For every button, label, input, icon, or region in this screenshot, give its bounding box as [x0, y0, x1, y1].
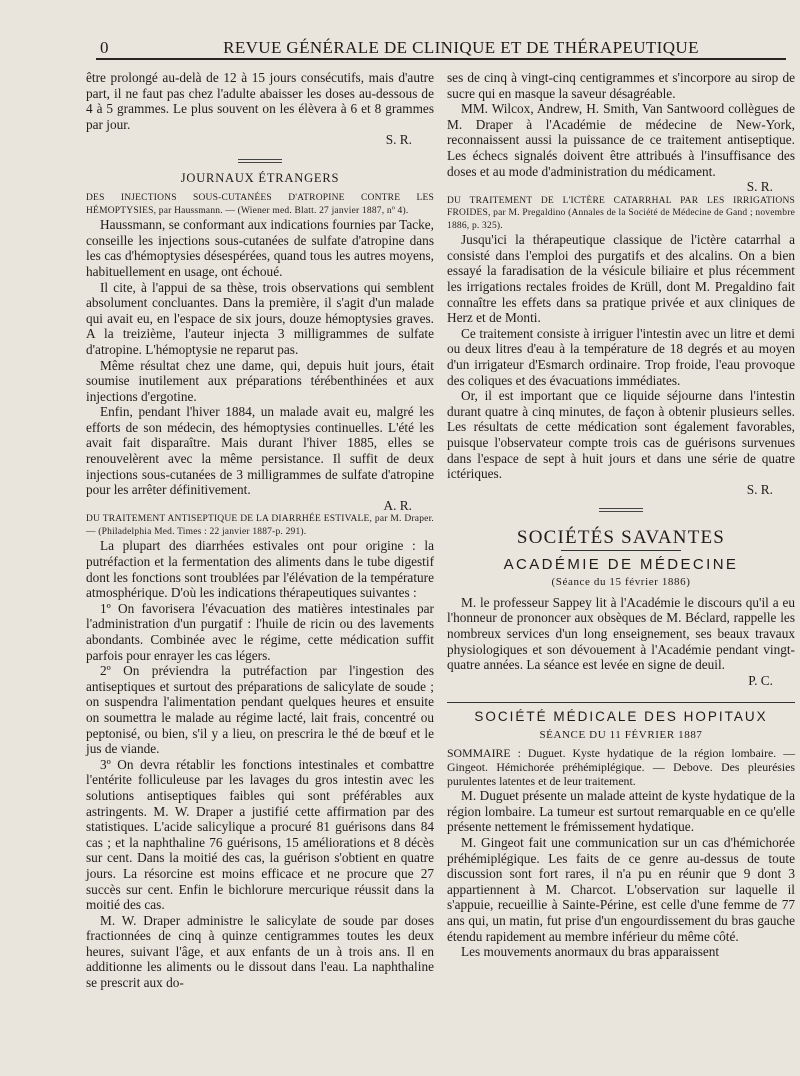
- paragraph: M. W. Draper administre le salicylate de soude par doses fractionnées de cinq à quinze centigrammes toutes les deux heures, suivant l'âge, et aux enfants de un à trois ans. Il en additionne les aliments ou le dissout dans l'eau. La naphthaline se prescrit aux do-: [86, 912, 434, 991]
- paragraph: La plupart des diarrhées estivales ont pour origine : la putréfaction et la fermentation des aliments dans le tube digestif dont les fonctions sont troublées par l'élévation de la température atmosphérique. D'où les indications thérapeutiques suivantes :: [86, 538, 434, 601]
- paragraph: MM. Wilcox, Andrew, H. Smith, Van Santwoord collègues de M. Draper à l'Académie de médecine de New-York, reconnaissent aussi la puissance de ce traitement antiseptique. Les échecs signalés doivent être attribués à l'insuffisance des doses et au mode d'administration du médicament.: [447, 101, 795, 179]
- divider: [86, 151, 434, 167]
- paragraph: Même résultat chez une dame, qui, depuis huit jours, était soumise inutilement aux préparations térébenthinées et aux injections d'ergotine.: [86, 357, 434, 404]
- paragraph: 2º On préviendra la putréfaction par l'ingestion des antiseptiques et surtout des préparations de salicylate de soude ; on suspendra l'alimentation pendant quelques heures et ensuite on soumettra le malade au régime lacté, lait frais, concentré ou peptonisé, ou bien, s'il y a lieu, on prescrira le thé de bœuf et le jus de viande.: [86, 663, 434, 757]
- author-initials: S. R.: [746, 179, 773, 195]
- journal-title: REVUE GÉNÉRALE DE CLINIQUE ET DE THÉRAPEUTIQUE: [223, 38, 699, 57]
- session-date: (Séance du 15 février 1886): [551, 576, 691, 589]
- paragraph: Il cite, à l'appui de sa thèse, trois observations qui semblent absolument concluantes. Dans la première, il s'agit d'un malade qui avait eu, en l'espace de six jours, douze hémoptysies graves. A la treizième, l'auteur injecta 3 milligrammes de sulfate d'atropine. L'hémoptysie ne reparut pas.: [86, 279, 434, 357]
- paragraph: M. Gingeot fait une communication sur un cas d'hémichorée préhémiplégique. Les faits de ce genre au-dessus de toute discussion sont fort rares, il n'a pu en réunir que 9 dont 3 appartiennent à M. Charcot. L'observation sur laquelle il s'appuie, recueillie à Sainte-Périne, est celle d'une femme de 77 ans qui, un matin, fut prise d'un engourdissement du bras gauche étendu rapidement au membre inférieur du même côté.: [447, 835, 795, 944]
- right-column: [447, 70, 795, 960]
- paragraph: M. Duguet présente un malade atteint de kyste hydatique de la région lombaire. La tumeur est surtout remarquable en ce qu'elle présente nettement le frémissement hydatique.: [447, 788, 795, 835]
- paragraph: Jusqu'ici la thérapeutique classique de l'ictère catarrhal a consisté dans l'emploi des purgatifs et des alcalins. On a bien essayé la faradisation de la vésicule biliaire et plus récemment les irrigations rectales froides de Krüll, dont M. Pregaldino fait connaître les effets dans sa pratique privée et aux cliniques de Herz et de Monti.: [447, 232, 795, 326]
- paragraph: Enfin, pendant l'hiver 1884, un malade avait eu, malgré les efforts de son médecin, des hémoptysies continuelles. L'été les avait fait disparaître. Mais durant l'hiver 1885, elles se renouvelèrent avec la même persistance. Il suffit de deux injections sous-cutanées de 3 milligrammes de sulfate d'atropine pour les arrêter définitivement.: [86, 404, 434, 498]
- divider: [447, 500, 795, 516]
- summary: SOMMAIRE : Duguet. Kyste hydatique de la région lombaire. — Gingeot. Hémichorée préhémiplégique. — Debove. Des pleurésies purulentes latentes et de leur traitement.: [447, 746, 795, 788]
- author-initials: S. R.: [746, 481, 773, 497]
- author-initials: A. R.: [383, 497, 412, 513]
- running-header: [96, 34, 786, 60]
- paragraph: Or, il est important que ce liquide séjourne dans l'intestin durant quatre à cinq minutes, de façon à obtenir plusieurs selles. Les résultats de cette médication sont également favorables, puisque l'observateur compte trois cas de guérisons survenues dans l'espace de sept à huit jours et dans une série de quatre ictériques.: [447, 388, 795, 482]
- author-initials: S. R.: [385, 132, 412, 148]
- section-heading: SOCIÉTÉS SAVANTES: [516, 526, 726, 548]
- paragraph: Ce traitement consiste à irriguer l'intestin avec un litre et demi ou deux litres d'eau à la température de 18 degrés et au moyen d'un irrigateur d'Esmarch ordinaire. Trop froide, l'eau provoque des coliques et des évacuations immédiates.: [447, 325, 795, 388]
- session-date: SÉANCE DU 11 FÉVRIER 1887: [539, 728, 703, 741]
- divider: [561, 550, 681, 551]
- paragraph: M. le professeur Sappey lit à l'Académie le discours qu'il a eu l'honneur de prononcer aux obsèques de M. Béclard, rappelle les nombreux services d'un long enseignement, ses beaux travaux physiologiques et son dévouement à l'Académie pendant vingt-quatre années. La séance est levée en signe de deuil.: [447, 594, 795, 673]
- article-heading: DU TRAITEMENT ANTISEPTIQUE DE LA DIARRHÉE ESTIVALE, par M. Draper. — (Philadelphia Med. Times : 22 janvier 1887-p. 291).: [86, 514, 434, 537]
- page-number: 0: [100, 38, 109, 57]
- paragraph: 1º On favorisera l'évacuation des matières intestinales par l'administration d'un purgatif : l'huile de ricin ou des lavements abondants. Combinée avec le régime, cette médication suffit parfois pour enrayer les cas légers.: [86, 600, 434, 663]
- article-heading: DES INJECTIONS SOUS-CUTANÉES D'ATROPINE CONTRE LES HÉMOPTYSIES, par Haussmann. — (Wiener med. Blatt. 27 janvier 1887, nº 4).: [86, 193, 434, 216]
- society-heading: SOCIÉTÉ MÉDICALE DES HOPITAUX: [447, 702, 795, 725]
- paragraph: 3º On devra rétablir les fonctions intestinales et combattre l'entérite folliculeuse par les lavages du gros intestin avec les solutions antiseptiques faibles qui sont préférables aux astringents. M. W. Draper a justifié cette affirmation par des statistiques. L'acide salicylique a procuré 81 guérisons dans 84 cas ; et la naphthaline 76 guérisons, 15 améliorations et 8 décès sur cent. Dans la moitié des cas, la guérison s'obtient en quatre jours. La résorcine est moins efficace et ne procure que 27 succès sur cent. Enfin le bichlorure mercurique réussit dans la moitié des cas.: [86, 756, 434, 913]
- paragraph: Haussmann, se conformant aux indications fournies par Tacke, conseille les injections sous-cutanées de sulfate d'atropine dans les cas d'hémoptysies désespérées, quand tous les autres moyens, habituellement en usage, ont échoué.: [86, 217, 434, 279]
- paragraph: Les mouvements anormaux du bras apparaissent: [461, 944, 720, 960]
- article-heading: DU TRAITEMENT DE L'ICTÈRE CATARRHAL PAR LES IRRIGATIONS FROIDES, par M. Pregaldino (Annales de la Société de Médecine de Gand ; novembre 1886, p. 325).: [447, 195, 795, 231]
- section-heading: JOURNAUX ÉTRANGERS: [180, 170, 340, 185]
- left-column: [86, 70, 434, 991]
- paragraph: ses de cinq à vingt-cinq centigrammes et s'incorpore au sirop de sucre qui en masque la saveur désagréable.: [447, 70, 795, 101]
- author-initials: P. C.: [748, 672, 773, 688]
- paragraph: être prolongé au-delà de 12 à 15 jours consécutifs, mais d'autre part, il ne faut pas chez l'adulte abaisser les doses au-dessous de 4 à 5 grammes. Le plus souvent on les élèvera à 6 et 8 grammes par jour.: [86, 70, 434, 132]
- society-heading: ACADÉMIE DE MÉDECINE: [503, 555, 739, 573]
